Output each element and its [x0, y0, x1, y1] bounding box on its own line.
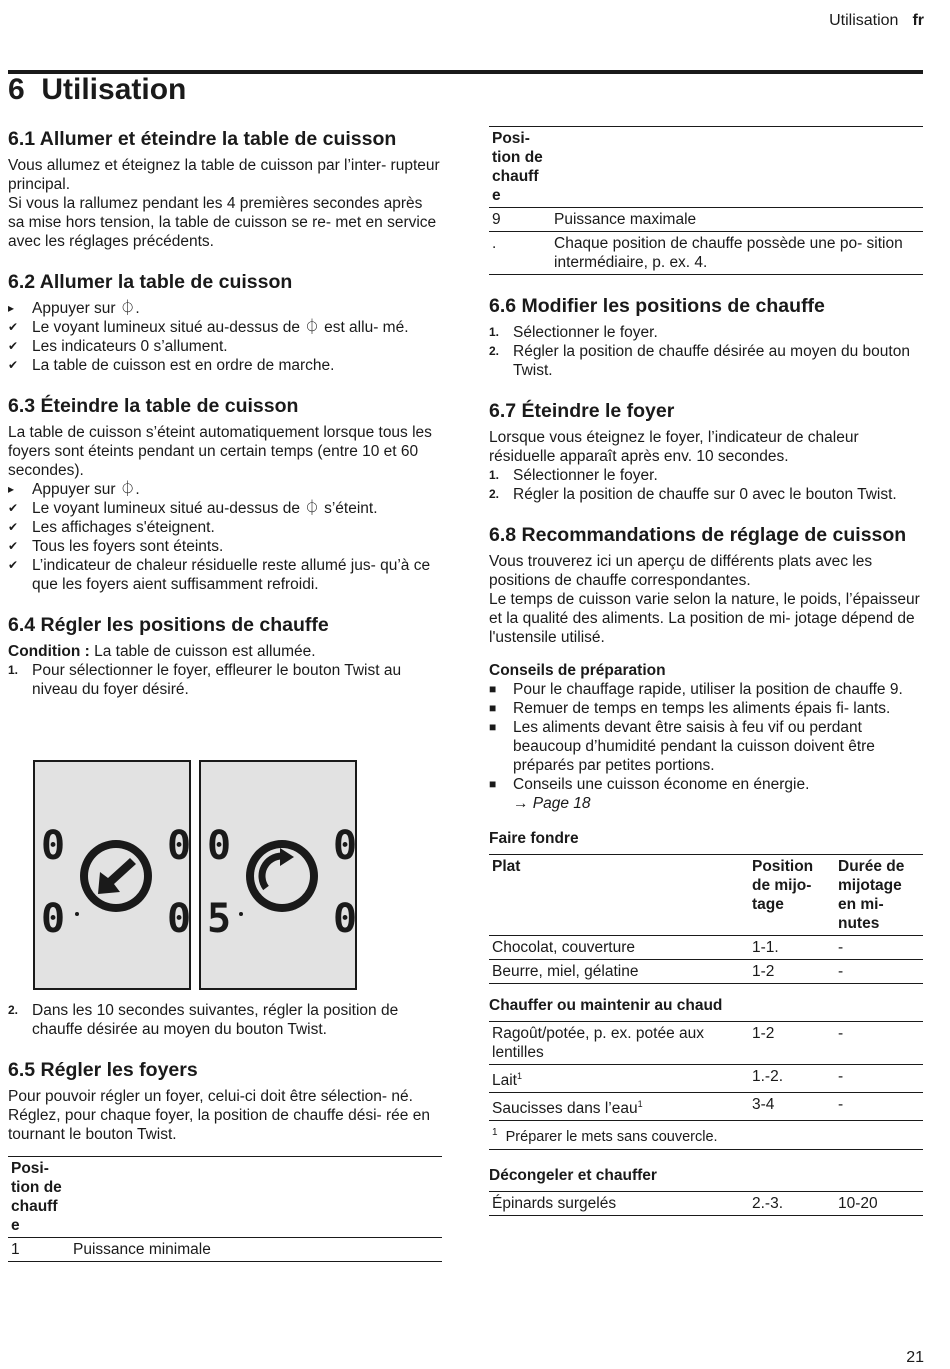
section-6-3-title: 6.3 Éteindre la table de cuisson — [8, 395, 299, 417]
step-text: Dans les 10 secondes suivantes, régler la position de chauffe désirée au moyen du bouton Twist. — [32, 1002, 399, 1038]
cell-plat: Épinards surgelés — [489, 1192, 749, 1216]
cell-dur: - — [835, 936, 923, 960]
section-6-1-p2: Si vous la rallumez pendant les 4 premières secondes après sa mise hors tension, la table de cuisson se re- met en service avec les réglages précédents. — [8, 195, 437, 250]
numbered-step — [489, 485, 923, 504]
cell-pos: 1-2 — [749, 1022, 835, 1065]
table-header: Posi- tion de chauff e — [489, 127, 551, 208]
tip-text: Conseils une cuisson économe en énergie. — [513, 776, 810, 793]
section-6-3-p: La table de cuisson s’éteint automatiquement lorsque tous les foyers sont éteints pendant un certain temps (entre 10 et 60 secondes). — [8, 424, 432, 479]
step-text: Pour sélectionner le foyer, effleurer le bouton Twist au niveau du foyer désiré. — [32, 662, 402, 698]
cell-pos: 1-1. — [749, 936, 835, 960]
cell-pos: . — [489, 232, 551, 275]
display-digit: 0 — [167, 823, 192, 869]
arrow-marker-icon: ▸ — [8, 301, 15, 315]
section-6-8-p1: Vous trouverez ici un aperçu de différents plats avec les positions de chauffe correspondantes. — [489, 553, 873, 589]
cooking-table-defrost — [489, 1191, 923, 1216]
col-pos: Position de mijo- tage — [749, 855, 835, 936]
chapter-number: 6 — [8, 73, 25, 106]
action-step — [8, 480, 442, 499]
display-digit: 0 — [333, 823, 358, 869]
page-number: 21 — [906, 1349, 924, 1366]
condition-label: Condition : — [8, 643, 90, 660]
result-text: Les affichages s'éteignent. — [32, 519, 215, 536]
cell-pos: 9 — [489, 208, 551, 232]
result-item — [8, 499, 442, 518]
section-6-2-title: 6.2 Allumer la table de cuisson — [8, 271, 293, 293]
bullet-square-icon: ■ — [489, 777, 497, 791]
section-6-1-p1: Vous allumez et éteignez la table de cuisson par l’inter- rupteur principal. — [8, 157, 440, 193]
result-item — [8, 537, 442, 556]
cooking-table-melt — [489, 854, 923, 984]
cell-dur: 10-20 — [835, 1192, 923, 1216]
numbered-step — [8, 661, 442, 699]
cell-plat-text: Saucisses dans l’eau — [492, 1100, 638, 1118]
cooking-table-heat — [489, 1021, 923, 1150]
cell-desc: Puissance minimale — [70, 1238, 442, 1262]
step-number: 2. — [489, 344, 500, 358]
result-text: Tous les foyers sont éteints. — [32, 538, 224, 555]
step-text: Régler la position de chauffe sur 0 avec le bouton Twist. — [513, 486, 897, 503]
header-lang: fr — [912, 12, 924, 29]
tip-text: Remuer de temps en temps les aliments épais fi- lants. — [513, 700, 891, 717]
display-digit: 0 — [333, 896, 358, 942]
condition — [8, 642, 442, 661]
step-text: Sélectionner le foyer. — [513, 467, 658, 484]
table-row — [8, 1238, 442, 1262]
check-icon: ✔ — [8, 339, 19, 353]
twist-figure-1 — [33, 760, 191, 990]
table-header-row — [489, 855, 923, 936]
cell-pos: 1.-2. — [749, 1065, 835, 1093]
cell-plat: Chocolat, couverture — [489, 936, 749, 960]
step-number: 1. — [489, 468, 500, 482]
col-plat: Plat — [489, 855, 749, 936]
twist-knob-rotate-icon — [242, 836, 322, 916]
cell-pos: 2.-3. — [749, 1192, 835, 1216]
section-6-1-title: 6.1 Allumer et éteindre la table de cuisson — [8, 128, 397, 150]
action-step — [8, 299, 442, 318]
step-number: 2. — [8, 1003, 19, 1017]
col-dur: Durée de mijotage en mi- nutes — [835, 855, 923, 936]
table-footnote — [489, 1121, 923, 1150]
step-number: 1. — [489, 325, 500, 339]
cell-plat — [489, 1065, 749, 1093]
check-icon: ✔ — [8, 539, 19, 553]
display-digit: 0 — [207, 823, 232, 869]
section-6-4-title: 6.4 Régler les positions de chauffe — [8, 614, 329, 636]
bullet-square-icon: ■ — [489, 682, 497, 696]
table-row — [489, 936, 923, 960]
section-6-8-title: 6.8 Recommandations de réglage de cuisson — [489, 524, 907, 546]
display-digit: 5 — [207, 896, 232, 942]
footnote-ref: 1 — [517, 1071, 523, 1081]
right-column — [489, 126, 923, 1216]
section-6-5-p1: Pour pouvoir régler un foyer, celui-ci doit être sélection- né. — [8, 1088, 413, 1105]
result-text: La table de cuisson est en ordre de marche. — [32, 357, 335, 374]
group-title-defrost: Décongeler et chauffer — [489, 1167, 657, 1185]
tip-item — [489, 775, 923, 794]
result-item — [8, 356, 442, 375]
footnote-ref: 1 — [637, 1099, 643, 1110]
section-6-7-p: Lorsque vous éteignez le foyer, l’indicateur de chaleur résiduelle apparaît après env. 10 secondes. — [489, 429, 859, 465]
footnote-text: Préparer le mets sans couvercle. — [505, 1129, 718, 1146]
numbered-step — [8, 1001, 442, 1039]
table-row — [489, 208, 923, 232]
heat-level-table-left — [8, 1156, 442, 1262]
section-6-5-p2: Réglez, pour chaque foyer, la position de chauffe dési- rée en tournant le bouton Twist. — [8, 1107, 430, 1143]
result-text: Le voyant lumineux situé au-dessus de ⏀ s’éteint. — [32, 500, 378, 517]
result-item — [8, 556, 442, 594]
left-column-lower — [8, 1001, 442, 1262]
display-digit: 0 — [41, 823, 66, 869]
running-header — [829, 12, 924, 30]
bullet-square-icon: ■ — [489, 720, 497, 734]
cell-plat: Ragoût/potée, p. ex. potée aux lentilles — [489, 1022, 749, 1065]
bullet-square-icon: ■ — [489, 701, 497, 715]
result-item — [8, 518, 442, 537]
tip-item — [489, 680, 923, 699]
result-item — [8, 318, 442, 337]
check-icon: ✔ — [8, 520, 19, 534]
result-text: Les indicateurs 0 s’allument. — [32, 338, 228, 355]
result-text: L’indicateur de chaleur résiduelle reste allumé jus- qu’à ce que les foyers aient suffisamment refroidi. — [32, 557, 431, 593]
section-6-8-p2: Le temps de cuisson varie selon la nature, le poids, l’épaisseur et la qualité des aliments. La position de mi- jotage dépend de l'ustensile utilisé. — [489, 591, 920, 646]
cell-dur: - — [835, 1093, 923, 1121]
section-6-5-title: 6.5 Régler les foyers — [8, 1059, 198, 1081]
cell-pos: 1 — [8, 1238, 70, 1262]
check-icon: ✔ — [8, 558, 19, 572]
cell-desc: Chaque position de chauffe possède une po- sition intermédiaire, p. ex. 4. — [551, 232, 923, 275]
section-6-7-title: 6.7 Éteindre le foyer — [489, 400, 675, 422]
tip-item — [489, 718, 923, 775]
tip-text: Pour le chauffage rapide, utiliser la position de chauffe 9. — [513, 681, 903, 698]
step-text: Appuyer sur ⏀. — [32, 300, 140, 317]
check-icon: ✔ — [8, 358, 19, 372]
cell-dur: - — [835, 1022, 923, 1065]
numbered-step — [489, 323, 923, 342]
table-header: Posi- tion de chauff e — [8, 1157, 70, 1238]
twist-figure-2 — [199, 760, 357, 990]
page-link[interactable] — [489, 794, 923, 813]
table-row — [489, 960, 923, 984]
header-section: Utilisation — [829, 12, 899, 29]
footnote-mark: 1 — [492, 1127, 498, 1139]
tip-item — [489, 699, 923, 718]
table-row — [489, 1192, 923, 1216]
cell-dur: - — [835, 960, 923, 984]
arrow-marker-icon: ▸ — [8, 482, 15, 496]
step-text: Sélectionner le foyer. — [513, 324, 658, 341]
cell-desc: Puissance maximale — [551, 208, 923, 232]
cell-pos: 1-2 — [749, 960, 835, 984]
group-title-melt: Faire fondre — [489, 830, 579, 847]
step-text: Appuyer sur ⏀. — [32, 481, 140, 498]
table-row — [489, 232, 923, 275]
tips-title: Conseils de préparation — [489, 662, 666, 679]
display-digit: 0 — [41, 896, 66, 942]
section-6-6-title: 6.6 Modifier les positions de chauffe — [489, 295, 825, 317]
page-link-text[interactable]: → Page 18 — [513, 795, 591, 812]
chapter-title — [8, 73, 186, 107]
group-title-heat: Chauffer ou maintenir au chaud — [489, 997, 723, 1014]
table-footnote-row — [489, 1121, 923, 1150]
heat-level-table-right — [489, 126, 923, 275]
cell-plat: Beurre, miel, gélatine — [489, 960, 749, 984]
check-icon: ✔ — [8, 320, 19, 334]
chapter-title-text: Utilisation — [41, 73, 187, 106]
cell-pos: 3-4 — [749, 1093, 835, 1121]
condition-text: La table de cuisson est allumée. — [89, 643, 316, 660]
step-text: Régler la position de chauffe désirée au moyen du bouton Twist. — [513, 343, 910, 379]
numbered-step — [489, 466, 923, 485]
step-number: 2. — [489, 487, 500, 501]
numbered-step — [489, 342, 923, 380]
check-icon: ✔ — [8, 501, 19, 515]
cell-plat-text: Lait — [492, 1072, 517, 1090]
cell-plat — [489, 1093, 749, 1121]
twist-knob-tap-icon — [76, 836, 156, 916]
step-number: 1. — [8, 663, 19, 677]
cell-dur: - — [835, 1065, 923, 1093]
table-row — [489, 1022, 923, 1065]
result-item — [8, 337, 442, 356]
table-row — [489, 1065, 923, 1093]
display-digit: 0 — [167, 896, 192, 942]
result-text: Le voyant lumineux situé au-dessus de ⏀ est allu- mé. — [32, 319, 409, 336]
tip-text: Les aliments devant être saisis à feu vif ou perdant beaucoup d’humidité pendant la cuisson doivent être préparés par petites portions. — [513, 719, 875, 774]
table-row — [489, 1093, 923, 1121]
left-column — [8, 128, 442, 699]
